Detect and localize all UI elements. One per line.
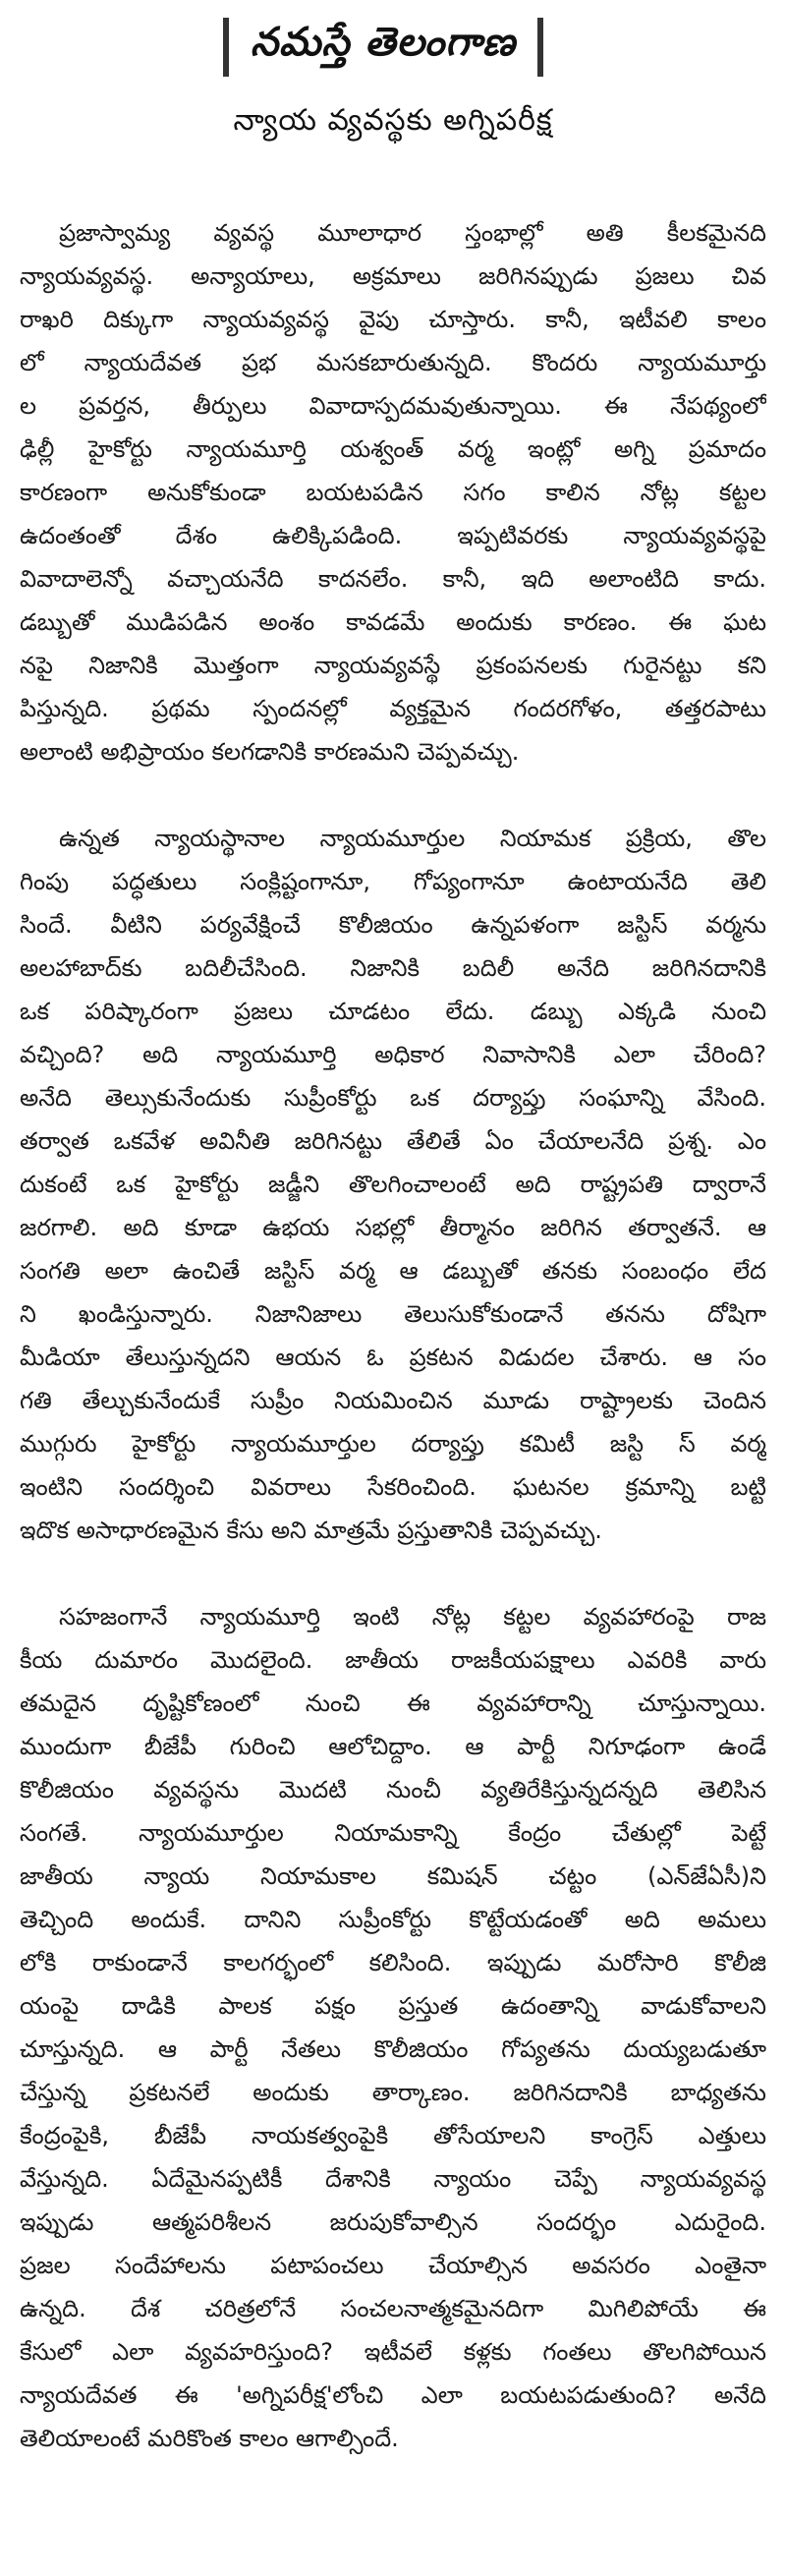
article-line: ఇదొక అసాధారణమైన కేసు అని మాత్రమే ప్రస్తుతానికి చెప్పవచ్చు. bbox=[20, 1517, 602, 1544]
article-line: తెచ్చింది అందుకే. దానిని సుప్రీంకోర్టు కొట్టేయడంతో అది అమలు bbox=[20, 1906, 766, 1933]
article-line: న్యాయదేవత ఈ 'అగ్నిపరీక్ష'లోంచి ఎలా బయటపడుతుంది? అనేది bbox=[20, 2381, 766, 2409]
article-line: ఉన్నత న్యాయస్థానాల న్యాయమూర్తుల నియామక ప్రక్రియ, తొల bbox=[59, 825, 766, 852]
article-line: తర్వాత ఒకవేళ అవినీతి జరిగినట్టు తేలితే ఏం చేయాలనేది ప్రశ్న. ఎం bbox=[20, 1127, 766, 1155]
article-paragraph bbox=[20, 211, 766, 773]
article-line: సంగతి అలా ఉంచితే జస్టిస్ వర్మ ఆ డబ్బుతో తనకు సంబంధం లేద bbox=[20, 1257, 766, 1285]
article-line: వచ్చింది? అది న్యాయమూర్తి అధికార నివాసానికి ఎలా చేరింది? bbox=[20, 1041, 766, 1068]
article-line: కీయ దుమారం మొదలైంది. జాతీయ రాజకీయపక్షాలు ఎవరికి వారు bbox=[20, 1646, 766, 1674]
article-line: ప్రజల సందేహాలను పటాపంచలు చేయాల్సిన అవసరం ఎంతైనా bbox=[20, 2252, 766, 2279]
article-line: చేస్తున్న ప్రకటనలే అందుకు తార్కాణం. జరిగినదానికి బాధ్యతను bbox=[20, 2079, 766, 2106]
article-line: చూస్తున్నది. ఆ పార్టీ నేతలు కొలీజియం గోప్యతను దుయ్యబడుతూ bbox=[20, 2035, 766, 2063]
article-line: దుకంటే ఒక హైకోర్టు జడ్జీని తొలగించాలంటే అది రాష్ట్రపతి ద్వారానే bbox=[20, 1171, 766, 1198]
masthead-name: నమస్తే తెలంగాణ bbox=[250, 19, 517, 65]
article-line: ఇప్పుడు ఆత్మపరిశీలన జరుపుకోవాల్సిన సందర్భం ఎదురైంది. bbox=[20, 2208, 766, 2236]
article-line: సంగతే. న్యాయమూర్తుల నియామకాన్ని కేంద్రం చేతుల్లో పెట్టే bbox=[20, 1819, 766, 1847]
article-line: ని ఖండిస్తున్నారు. నిజానిజాలు తెలుసుకోకుండానే తనను దోషిగా bbox=[20, 1300, 766, 1328]
article-line: తమదైన దృష్టికోణంలో నుంచి ఈ వ్యవహారాన్ని చూస్తున్నాయి. bbox=[20, 1689, 766, 1717]
article-line: ముందుగా బీజేపీ గురించి ఆలోచిద్దాం. ఆ పార్టీ నిగూఢంగా ఉండే bbox=[20, 1733, 766, 1760]
article-line: లోకి రాకుండానే కాలగర్భంలో కలిసింది. ఇప్పుడు మరోసారి కొలీజి bbox=[20, 1949, 766, 1976]
article-line: వివాదాలెన్నో వచ్చాయనేది కాదనలేం. కానీ, ఇది అలాంటిది కాదు. bbox=[20, 565, 766, 593]
article-line: లో న్యాయదేవత ప్రభ మసకబారుతున్నది. కొందరు న్యాయమూర్తు bbox=[20, 349, 766, 376]
article-line: ప్రజాస్వామ్య వ్యవస్థ మూలాధార స్తంభాల్లో అతి కీలకమైనది bbox=[59, 219, 766, 247]
article-paragraph bbox=[20, 817, 766, 1552]
article-line: ఇంటిని సందర్శించి వివరాలు సేకరించింది. ఘటనల క్రమాన్ని బట్టి bbox=[20, 1473, 766, 1501]
article-paragraph bbox=[20, 1595, 766, 2460]
article-line: నపై నిజానికి మొత్తంగా న్యాయవ్యవస్థే ప్రకంపనలకు గురైనట్టు కని bbox=[20, 652, 766, 679]
article-line: ఉన్నది. దేశ చరిత్రలోనే సంచలనాత్మకమైనదిగా మిగిలిపోయే ఈ bbox=[20, 2295, 766, 2322]
article-line: అనేది తెల్సుకునేందుకు సుప్రీంకోర్టు ఒక దర్యాప్తు సంఘాన్ని వేసింది. bbox=[20, 1084, 766, 1112]
article-line: ఉదంతంతో దేశం ఉలిక్కిపడింది. ఇప్పటివరకు న్యాయవ్యవస్థపై bbox=[20, 522, 766, 549]
article-line: ల ప్రవర్తన, తీర్పులు వివాదాస్పదమవుతున్నాయి. ఈ నేపథ్యంలో bbox=[20, 392, 766, 420]
masthead bbox=[167, 0, 599, 93]
article-line: అలాంటి అభిప్రాయం కలగడానికి కారణమని చెప్పవచ్చు. bbox=[20, 738, 520, 766]
article-line: మీడియా తేలుస్తున్నదని ఆయన ఓ ప్రకటన విడుదల చేశారు. ఆ సం bbox=[20, 1344, 766, 1371]
article-line: ఒక పరిష్కారంగా ప్రజలు చూడటం లేదు. డబ్బు ఎక్కడి నుంచి bbox=[20, 998, 766, 1025]
article-body bbox=[20, 211, 766, 2503]
article-line: పిస్తున్నది. ప్రథమ స్పందనల్లో వ్యక్తమైన గందరగోళం, తత్తరపాటు bbox=[20, 695, 766, 722]
article-line: యంపై దాడికి పాలక పక్షం ప్రస్తుత ఉదంతాన్ని వాడుకోవాలని bbox=[20, 1992, 766, 2020]
article-line: జరగాలి. అది కూడా ఉభయ సభల్లో తీర్మానం జరిగిన తర్వాతనే. ఆ bbox=[20, 1214, 766, 1241]
headline: న్యాయ వ్యవస్థకు అగ్నిపరీక్ష bbox=[233, 103, 553, 138]
article-line: సహజంగానే న్యాయమూర్తి ఇంటి నోట్ల కట్టల వ్యవహారంపై రాజ bbox=[59, 1603, 766, 1631]
article-line: గతి తేల్చుకునేందుకే సుప్రీం నియమించిన మూడు రాష్ట్రాలకు చెందిన bbox=[20, 1387, 766, 1414]
article-line: కొలీజియం వ్యవస్థను మొదటి నుంచీ వ్యతిరేకిస్తున్నదన్నది తెలిసిన bbox=[20, 1776, 766, 1803]
article-line: కారణంగా అనుకోకుండా బయటపడిన సగం కాలిన నోట్ల కట్టల bbox=[20, 479, 766, 506]
article-line: గింపు పద్ధతులు సంక్లిష్టంగానూ, గోప్యంగానూ ఉంటాయనేది తెలి bbox=[20, 868, 766, 895]
article-line: అలహాబాద్‌కు బదిలీచేసింది. నిజానికి బదిలీ అనేది జరిగినదానికి bbox=[20, 954, 766, 982]
article-line: కేసులో ఎలా వ్యవహరిస్తుంది? ఇటీవలే కళ్లకు గంతలు తొలగిపోయిన bbox=[20, 2338, 766, 2366]
article-line: ముగ్గురు హైకోర్టు న్యాయమూర్తుల దర్యాప్తు కమిటీ జస్టి స్ వర్మ bbox=[20, 1430, 766, 1458]
article-line: ఢిల్లీ హైకోర్టు న్యాయమూర్తి యశ్వంత్ వర్మ ఇంట్లో అగ్ని ప్రమాదం bbox=[20, 435, 766, 463]
article-line: న్యాయవ్యవస్థ. అన్యాయాలు, అక్రమాలు జరిగినప్పుడు ప్రజలు చివ bbox=[20, 262, 766, 290]
masthead-left-bar bbox=[223, 18, 229, 77]
article-line: కేంద్రంపైకి, బీజేపీ నాయకత్వంపైకి తోసేయాలని కాంగ్రెస్ ఎత్తులు bbox=[20, 2122, 766, 2149]
article-line: తెలియాలంటే మరికొంత కాలం ఆగాల్సిందే. bbox=[20, 2425, 399, 2452]
article-line: రాఖరి దిక్కుగా న్యాయవ్యవస్థ వైపు చూస్తారు. కానీ, ఇటీవలి కాలం bbox=[20, 306, 766, 333]
article-line: వేస్తున్నది. ఏదేమైనప్పటికీ దేశానికి న్యాయం చెప్పే న్యాయవ్యవస్థ bbox=[20, 2165, 766, 2193]
article-line: డబ్బుతో ముడిపడిన అంశం కావడమే అందుకు కారణం. ఈ ఘట bbox=[20, 608, 766, 636]
article-line: జాతీయ న్యాయ నియామకాల కమిషన్ చట్టం (ఎన్‌జేఏసీ)ని bbox=[20, 1862, 766, 1890]
masthead-right-bar bbox=[537, 18, 543, 77]
article-line: సిందే. వీటిని పర్యవేక్షించే కొలీజియం ఉన్నపళంగా జస్టిస్ వర్మను bbox=[20, 911, 766, 939]
